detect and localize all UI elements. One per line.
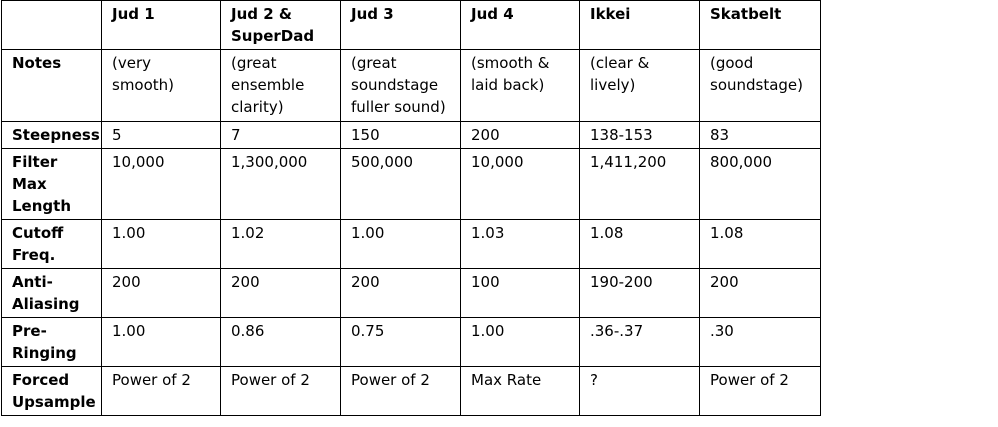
table-cell: 0.86 [221,318,341,367]
table-cell: Power of 2 [102,367,221,416]
table-cell: 200 [102,269,221,318]
table-cell: 1.00 [341,220,461,269]
table-cell: 83 [700,122,821,149]
header-jud-3: Jud 3 [341,1,461,50]
table-cell: 190-200 [580,269,700,318]
header-ikkei: Ikkei [580,1,700,50]
table-cell: 1.00 [461,318,580,367]
table-cell: (smooth & laid back) [461,50,580,122]
table-cell: 10,000 [461,149,580,220]
table-row-cutoff-freq [2,220,821,269]
table-cell: 500,000 [341,149,461,220]
table-cell: 5 [102,122,221,149]
table-cell: 1.02 [221,220,341,269]
row-label-filter-max-length: Filter Max Length [2,149,102,220]
table-cell: Power of 2 [341,367,461,416]
table-cell: 200 [700,269,821,318]
table-cell: 10,000 [102,149,221,220]
row-label-steepness: Steepness [2,122,102,149]
table-row-notes [2,50,821,122]
table-cell: Power of 2 [700,367,821,416]
table-cell: .30 [700,318,821,367]
table-cell: 1.00 [102,318,221,367]
table-cell: 0.75 [341,318,461,367]
table-cell: 200 [341,269,461,318]
table-cell: 150 [341,122,461,149]
table-cell: 800,000 [700,149,821,220]
table-cell: 1,411,200 [580,149,700,220]
header-corner [2,1,102,50]
table-cell: 100 [461,269,580,318]
table-cell: (great ensemble clarity) [221,50,341,122]
table-cell: 200 [221,269,341,318]
row-label-forced-upsample: Forced Upsample [2,367,102,416]
header-jud-1: Jud 1 [102,1,221,50]
table-row-forced-upsample [2,367,821,416]
table-cell: 1.08 [580,220,700,269]
table-cell: 200 [461,122,580,149]
table-row-anti-aliasing [2,269,821,318]
row-label-pre-ringing: Pre-Ringing [2,318,102,367]
table-row-steepness [2,122,821,149]
settings-comparison-table [1,0,821,416]
header-skatbelt: Skatbelt [700,1,821,50]
header-row [2,1,821,50]
row-label-cutoff-freq: Cutoff Freq. [2,220,102,269]
table-cell: ? [580,367,700,416]
table-cell: (great soundstage fuller sound) [341,50,461,122]
table-cell: Max Rate [461,367,580,416]
table-cell: (good soundstage) [700,50,821,122]
table-cell: 1.08 [700,220,821,269]
table-cell: 1.03 [461,220,580,269]
table-row-filter-max-length [2,149,821,220]
row-label-notes: Notes [2,50,102,122]
table-cell: 1,300,000 [221,149,341,220]
table-cell: 7 [221,122,341,149]
table-row-pre-ringing [2,318,821,367]
table-cell: 138-153 [580,122,700,149]
row-label-anti-aliasing: Anti-Aliasing [2,269,102,318]
table-cell: (clear & lively) [580,50,700,122]
header-jud-2-superdad: Jud 2 & SuperDad [221,1,341,50]
table-cell: Power of 2 [221,367,341,416]
table-cell: 1.00 [102,220,221,269]
table-cell: .36-.37 [580,318,700,367]
table-cell: (very smooth) [102,50,221,122]
header-jud-4: Jud 4 [461,1,580,50]
